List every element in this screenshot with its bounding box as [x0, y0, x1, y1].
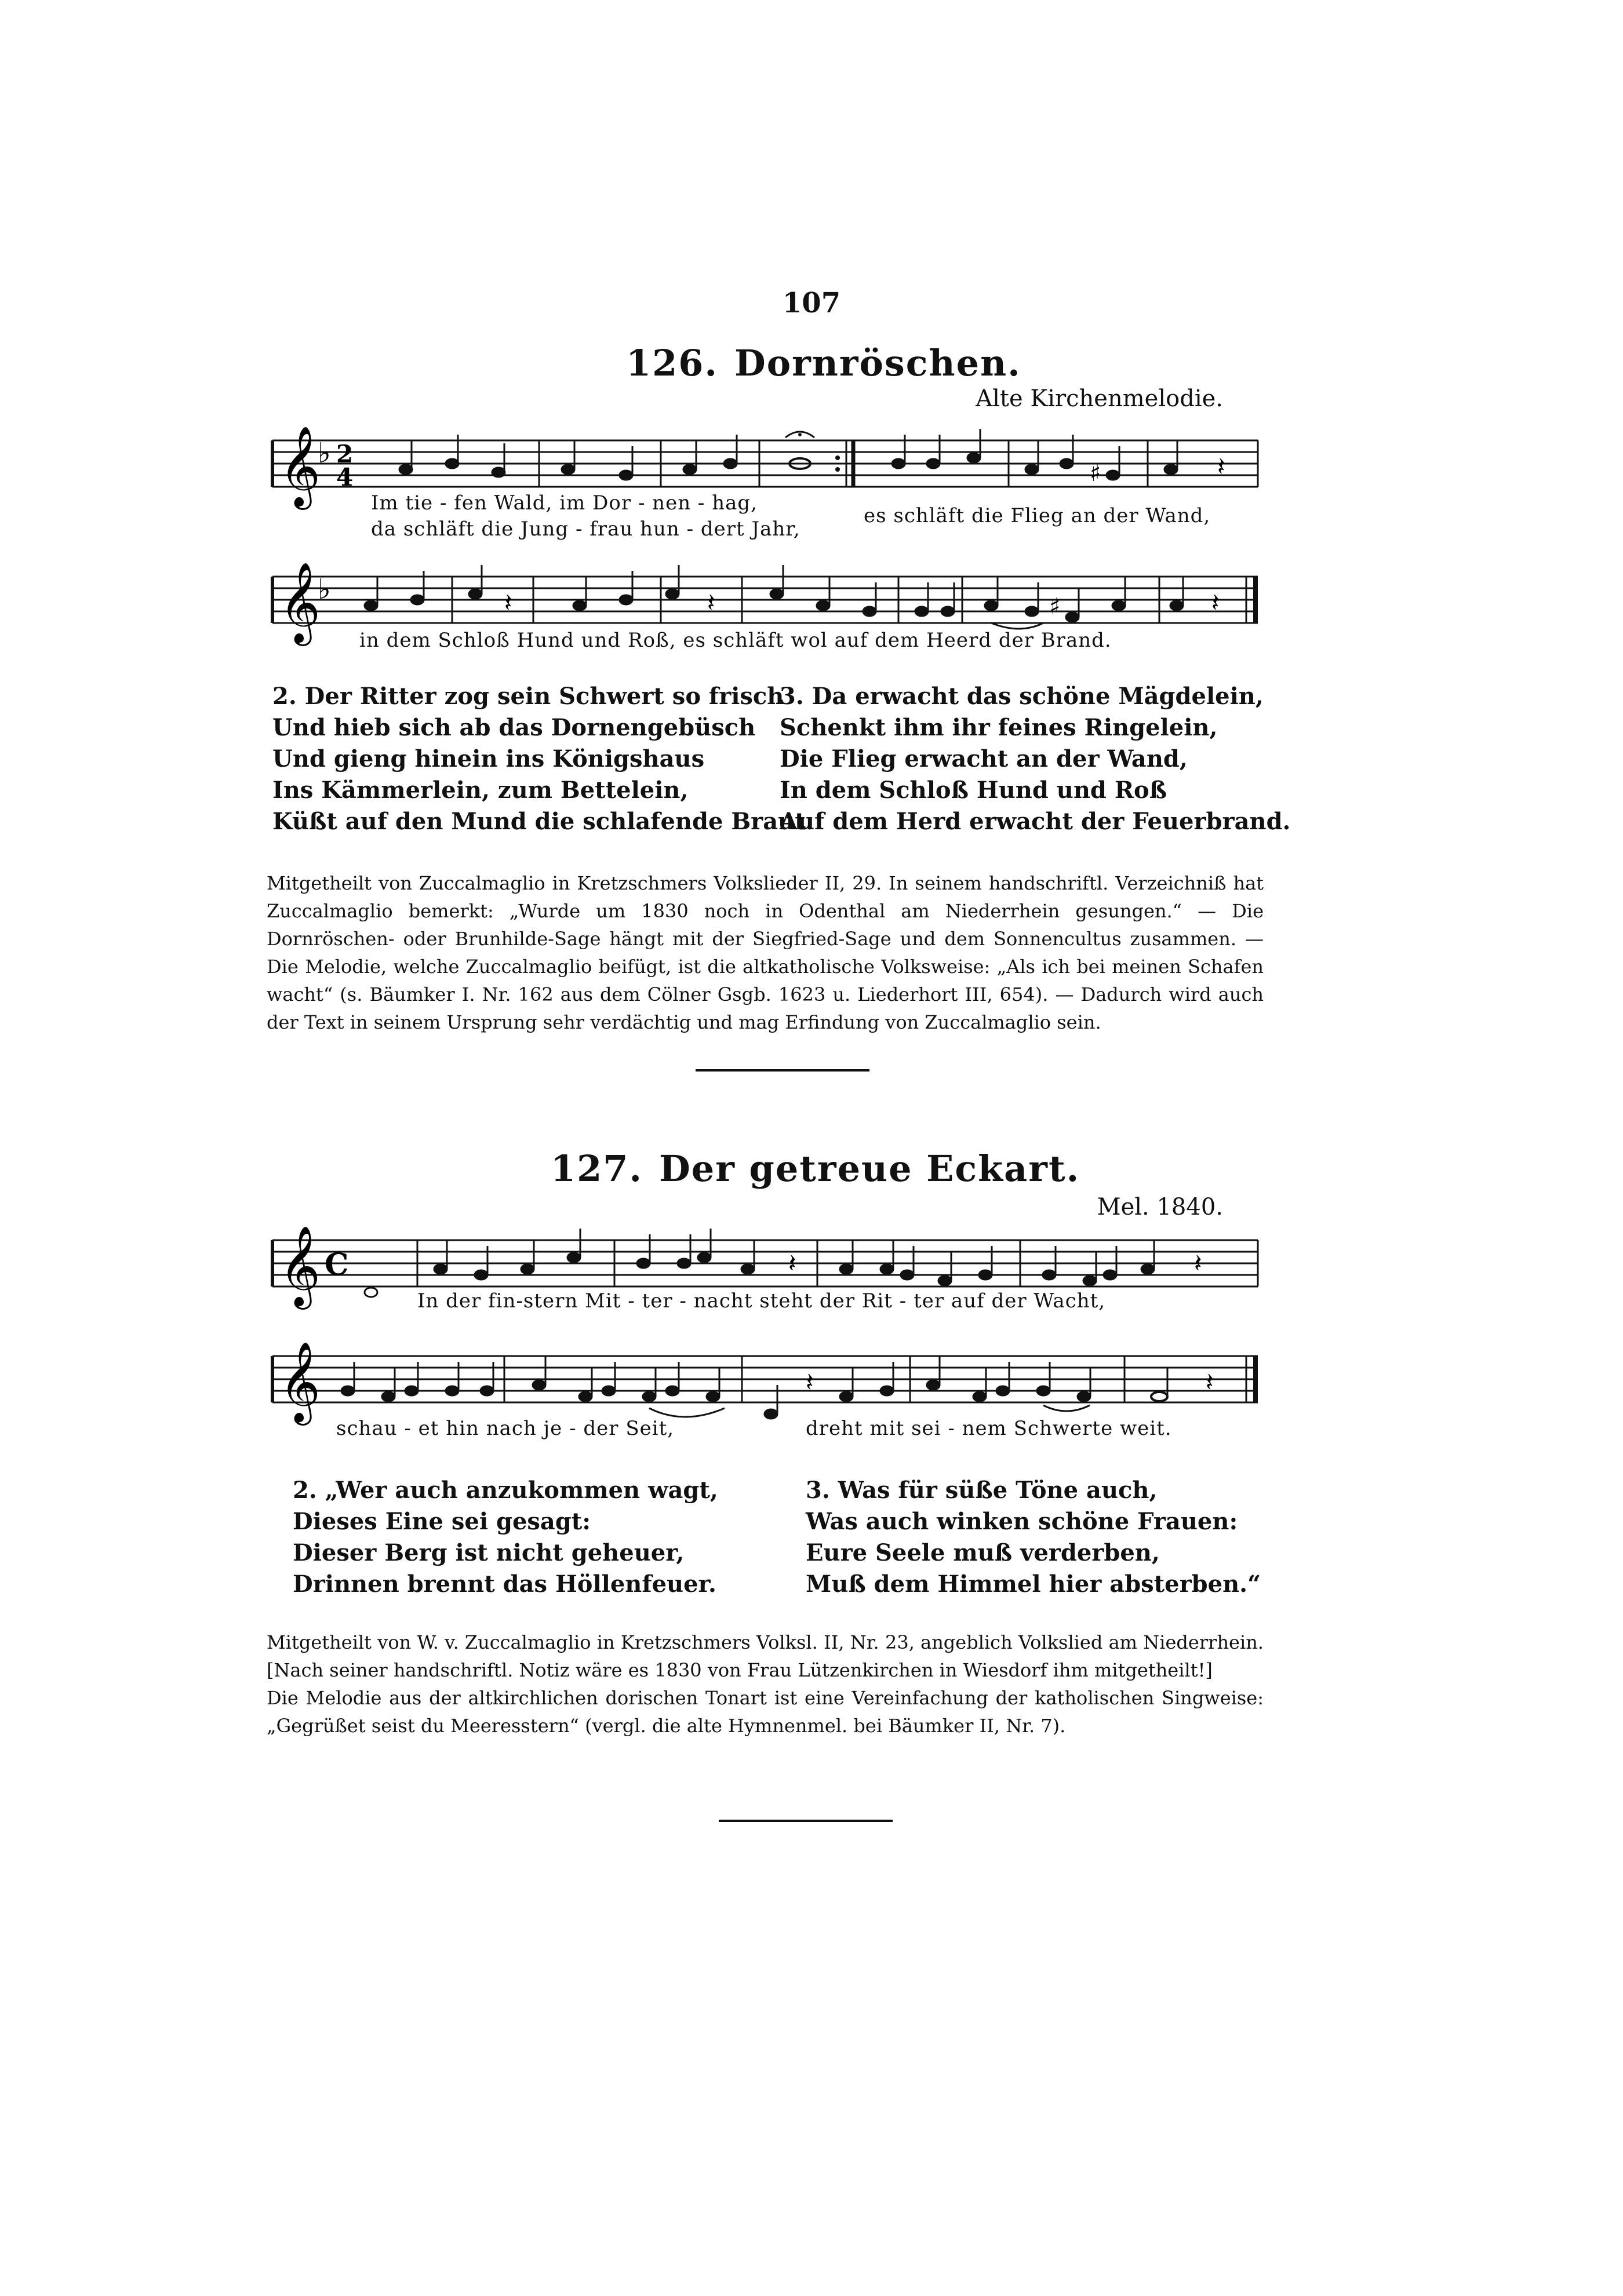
notes-text: Mitgetheilt von Zuccalmaglio in Kretzschmers Volkslieder II, 29. In seinem handschriftl. Verzeichniß hat Zuccalmaglio bemerkt: „Wurde um 1830 noch in Odenthal am Niederrhein gesungen.“ — Die Dornröschen- oder Brunhilde-Sage hängt mit der Siegfried-Sage und dem Sonnencultus zusammen. — Die Melodie, welche Zuccalmaglio beifügt, ist die altkatholische Volksweise: „Als ich bei meinen Schafen wacht“ (s. Bäumker I. Nr. 162 aus dem Cölner Gsgb. 1623 u. Liederhort III, 654). — Dadurch wird auch der Text in seinem Ursprung sehr verdächtig und mag Erfindung von Zuccalmaglio sein. [267, 872, 1264, 1033]
verse-line: Und gieng hinein ins Königshaus [272, 745, 705, 772]
lyrics-126-1c: es schläft die Flieg an der Wand, [864, 504, 1211, 527]
svg-text:♭: ♭ [318, 573, 331, 606]
verse-line: 2. „Wer auch anzukommen wagt, [293, 1477, 718, 1504]
time-sig: C [325, 1247, 349, 1282]
verse-line: Schenkt ihm ihr feines Ringelein, [780, 714, 1218, 741]
svg-text:𝄽: 𝄽 [1206, 1368, 1214, 1397]
time-sig-top: 2 [336, 440, 354, 468]
verse-127-3 [806, 1475, 1261, 1600]
lyrics-127-2a: schau - et hin nach je - der Seit, [336, 1417, 675, 1440]
verse-line: In dem Schloß Hund und Roß [780, 777, 1167, 804]
song-name: Der getreue Eckart. [659, 1147, 1080, 1190]
notes-text: Mitgetheilt von W. v. Zuccalmaglio in Kretzschmers Volksl. II, Nr. 23, angeblich Volkslied am Niederrhein. [Nach seiner handschriftl. Notiz wäre es 1830 von Frau Lützenkirchen in Wiesdorf ihm mitgetheilt!] [267, 1631, 1264, 1681]
verse-line: 3. Da erwacht das schöne Mägdelein, [780, 683, 1264, 710]
verse-line: 3. Was für süße Töne auch, [806, 1477, 1158, 1504]
svg-text:𝄽: 𝄽 [1217, 452, 1225, 482]
verse-line: Auf dem Herd erwacht der Feuerbrand. [780, 808, 1291, 835]
page-number: 107 [782, 287, 841, 319]
lyrics-126-1b: da schläft die Jung - frau hun - dert Jahr, [371, 517, 800, 541]
verse-line: Drinnen brennt das Höllenfeuer. [293, 1570, 716, 1598]
svg-text:𝄞: 𝄞 [279, 1226, 321, 1306]
svg-text:♭: ♭ [318, 437, 331, 469]
verse-line: Dieser Berg ist nicht geheuer, [293, 1539, 685, 1566]
svg-text:𝄽: 𝄽 [1194, 1249, 1202, 1278]
verse-line: Dieses Eine sei gesagt: [293, 1508, 591, 1535]
svg-text:𝄽: 𝄽 [707, 588, 715, 618]
verse-line: Was auch winken schöne Frauen: [806, 1508, 1238, 1535]
svg-text:𝄽: 𝄽 [806, 1368, 814, 1397]
svg-text:♯: ♯ [1090, 460, 1101, 487]
notes-text: Die Melodie aus der altkirchlichen dorischen Tonart ist eine Vereinfachung der katholischen Singweise: „Gegrüßet seist du Meeresstern“ (vergl. die alte Hymnenmel. bei Bäumker II, Nr. 7). [267, 1687, 1264, 1737]
svg-text:𝄽: 𝄽 [504, 588, 512, 618]
svg-text:♯: ♯ [1049, 593, 1061, 620]
verse-line: Muß dem Himmel hier absterben.“ [806, 1570, 1261, 1598]
svg-text:𝄞: 𝄞 [279, 426, 321, 506]
section-divider [719, 1820, 893, 1822]
time-sig-bottom: 4 [336, 463, 354, 491]
svg-text:𝄽: 𝄽 [1211, 588, 1220, 618]
verse-line: Die Flieg erwacht an der Wand, [780, 745, 1188, 772]
notes-126 [267, 869, 1264, 1036]
verse-126-2 [272, 681, 814, 837]
verse-line: Ins Kämmerlein, zum Bettelein, [272, 777, 689, 804]
song-name: Dornröschen. [734, 342, 1021, 384]
verse-line: Und hieb sich ab das Dornengebüsch [272, 714, 756, 741]
melody-source: Alte Kirchenmelodie. [976, 385, 1223, 412]
lyrics-127-1: In der fin-stern Mit - ter - nacht steht der Rit - ter auf der Wacht, [417, 1289, 1106, 1313]
verse-127-2 [293, 1475, 718, 1600]
verse-line: Eure Seele muß verderben, [806, 1539, 1160, 1566]
svg-text:𝄞: 𝄞 [279, 562, 321, 643]
lyrics-126-2: in dem Schloß Hund und Roß, es schläft wol auf dem Heerd der Brand. [359, 629, 1112, 652]
lyrics-126-1a: Im tie - fen Wald, im Dor - nen - hag, [371, 491, 758, 515]
music-staff-127-2 [267, 1333, 1264, 1426]
section-divider [696, 1069, 869, 1072]
verse-line: 2. Der Ritter zog sein Schwert so frisch [272, 683, 784, 710]
song-title-126 [626, 342, 1021, 384]
notes-127 [267, 1628, 1264, 1740]
svg-text:𝄞: 𝄞 [279, 1342, 321, 1422]
lyrics-127-2b: dreht mit sei - nem Schwerte weit. [806, 1417, 1172, 1440]
melody-source: Mel. 1840. [1097, 1194, 1223, 1220]
song-title-127 [551, 1147, 1080, 1190]
svg-text:𝄽: 𝄽 [788, 1249, 796, 1278]
song-number: 126. [626, 342, 719, 384]
verse-126-3 [780, 681, 1290, 837]
verse-line: Küßt auf den Mund die schlafende Braut. [272, 808, 814, 835]
song-number: 127. [551, 1147, 643, 1190]
